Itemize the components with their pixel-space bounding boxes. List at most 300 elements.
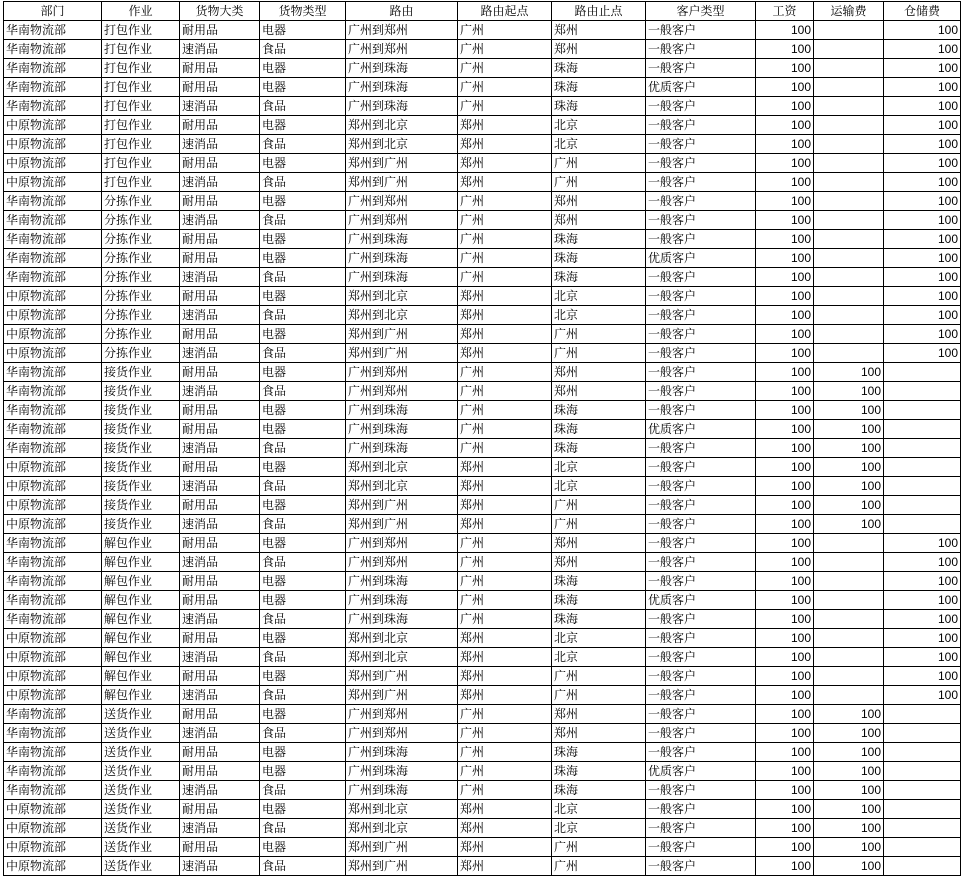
column-header-from[interactable]: 路由起点 <box>458 2 552 21</box>
cell-wage[interactable]: 100 <box>756 420 814 439</box>
cell-freight[interactable] <box>814 686 884 705</box>
cell-store[interactable] <box>884 382 961 401</box>
cell-wage[interactable]: 100 <box>756 667 814 686</box>
cell-type[interactable]: 食品 <box>260 781 346 800</box>
cell-from[interactable]: 广州 <box>458 762 552 781</box>
cell-type[interactable]: 食品 <box>260 173 346 192</box>
cell-from[interactable]: 郑州 <box>458 458 552 477</box>
cell-from[interactable]: 郑州 <box>458 667 552 686</box>
cell-cust[interactable]: 一般客户 <box>646 800 756 819</box>
cell-store[interactable]: 100 <box>884 553 961 572</box>
cell-cat[interactable]: 速消品 <box>180 515 260 534</box>
cell-type[interactable]: 电器 <box>260 249 346 268</box>
cell-type[interactable]: 电器 <box>260 420 346 439</box>
cell-from[interactable]: 广州 <box>458 610 552 629</box>
cell-store[interactable]: 100 <box>884 610 961 629</box>
cell-type[interactable]: 食品 <box>260 135 346 154</box>
cell-freight[interactable] <box>814 268 884 287</box>
cell-dept[interactable]: 中原物流部 <box>4 458 102 477</box>
cell-op[interactable]: 分拣作业 <box>102 325 180 344</box>
cell-freight[interactable] <box>814 211 884 230</box>
cell-cat[interactable]: 耐用品 <box>180 363 260 382</box>
cell-freight[interactable] <box>814 325 884 344</box>
cell-to[interactable]: 郑州 <box>552 211 646 230</box>
cell-store[interactable]: 100 <box>884 648 961 667</box>
cell-from[interactable]: 广州 <box>458 781 552 800</box>
cell-store[interactable] <box>884 743 961 762</box>
cell-cust[interactable]: 一般客户 <box>646 230 756 249</box>
cell-dept[interactable]: 中原物流部 <box>4 135 102 154</box>
cell-op[interactable]: 送货作业 <box>102 857 180 876</box>
cell-from[interactable]: 郑州 <box>458 306 552 325</box>
cell-wage[interactable]: 100 <box>756 401 814 420</box>
cell-type[interactable]: 电器 <box>260 192 346 211</box>
cell-freight[interactable] <box>814 534 884 553</box>
cell-dept[interactable]: 华南物流部 <box>4 572 102 591</box>
column-header-op[interactable]: 作业 <box>102 2 180 21</box>
cell-dept[interactable]: 华南物流部 <box>4 382 102 401</box>
cell-cat[interactable]: 速消品 <box>180 173 260 192</box>
cell-wage[interactable]: 100 <box>756 743 814 762</box>
cell-cust[interactable]: 一般客户 <box>646 192 756 211</box>
cell-to[interactable]: 广州 <box>552 344 646 363</box>
cell-op[interactable]: 打包作业 <box>102 116 180 135</box>
cell-freight[interactable] <box>814 59 884 78</box>
cell-cat[interactable]: 速消品 <box>180 477 260 496</box>
cell-store[interactable]: 100 <box>884 116 961 135</box>
cell-op[interactable]: 接货作业 <box>102 477 180 496</box>
cell-type[interactable]: 电器 <box>260 591 346 610</box>
cell-store[interactable]: 100 <box>884 534 961 553</box>
cell-cat[interactable]: 速消品 <box>180 553 260 572</box>
cell-cust[interactable]: 一般客户 <box>646 268 756 287</box>
cell-freight[interactable] <box>814 553 884 572</box>
cell-from[interactable]: 郑州 <box>458 686 552 705</box>
column-header-cust[interactable]: 客户类型 <box>646 2 756 21</box>
cell-type[interactable]: 电器 <box>260 363 346 382</box>
cell-cat[interactable]: 速消品 <box>180 686 260 705</box>
cell-op[interactable]: 打包作业 <box>102 97 180 116</box>
cell-wage[interactable]: 100 <box>756 553 814 572</box>
cell-cust[interactable]: 优质客户 <box>646 591 756 610</box>
cell-freight[interactable]: 100 <box>814 800 884 819</box>
cell-route[interactable]: 郑州到北京 <box>346 458 458 477</box>
cell-from[interactable]: 郑州 <box>458 648 552 667</box>
cell-type[interactable]: 食品 <box>260 382 346 401</box>
cell-cat[interactable]: 耐用品 <box>180 667 260 686</box>
cell-cust[interactable]: 一般客户 <box>646 610 756 629</box>
cell-store[interactable]: 100 <box>884 40 961 59</box>
cell-to[interactable]: 北京 <box>552 648 646 667</box>
cell-route[interactable]: 郑州到广州 <box>346 154 458 173</box>
cell-wage[interactable]: 100 <box>756 268 814 287</box>
cell-op[interactable]: 接货作业 <box>102 496 180 515</box>
cell-dept[interactable]: 中原物流部 <box>4 838 102 857</box>
cell-cust[interactable]: 一般客户 <box>646 363 756 382</box>
cell-wage[interactable]: 100 <box>756 59 814 78</box>
cell-route[interactable]: 郑州到广州 <box>346 515 458 534</box>
cell-route[interactable]: 广州到郑州 <box>346 192 458 211</box>
cell-store[interactable]: 100 <box>884 249 961 268</box>
cell-from[interactable]: 广州 <box>458 40 552 59</box>
cell-from[interactable]: 郑州 <box>458 287 552 306</box>
cell-route[interactable]: 郑州到北京 <box>346 135 458 154</box>
cell-wage[interactable]: 100 <box>756 249 814 268</box>
cell-from[interactable]: 郑州 <box>458 515 552 534</box>
cell-cat[interactable]: 耐用品 <box>180 287 260 306</box>
cell-cust[interactable]: 一般客户 <box>646 21 756 40</box>
cell-dept[interactable]: 华南物流部 <box>4 762 102 781</box>
cell-route[interactable]: 广州到郑州 <box>346 211 458 230</box>
cell-from[interactable]: 广州 <box>458 572 552 591</box>
cell-dept[interactable]: 华南物流部 <box>4 439 102 458</box>
cell-store[interactable] <box>884 477 961 496</box>
cell-dept[interactable]: 华南物流部 <box>4 268 102 287</box>
cell-wage[interactable]: 100 <box>756 648 814 667</box>
cell-cust[interactable]: 一般客户 <box>646 534 756 553</box>
cell-wage[interactable]: 100 <box>756 287 814 306</box>
cell-cat[interactable]: 速消品 <box>180 781 260 800</box>
cell-wage[interactable]: 100 <box>756 306 814 325</box>
cell-route[interactable]: 郑州到广州 <box>346 667 458 686</box>
cell-wage[interactable]: 100 <box>756 705 814 724</box>
cell-dept[interactable]: 华南物流部 <box>4 230 102 249</box>
cell-cust[interactable]: 一般客户 <box>646 135 756 154</box>
cell-from[interactable]: 郑州 <box>458 800 552 819</box>
cell-freight[interactable] <box>814 610 884 629</box>
cell-dept[interactable]: 中原物流部 <box>4 477 102 496</box>
cell-to[interactable]: 北京 <box>552 477 646 496</box>
column-header-type[interactable]: 货物类型 <box>260 2 346 21</box>
cell-op[interactable]: 分拣作业 <box>102 344 180 363</box>
cell-type[interactable]: 食品 <box>260 268 346 287</box>
cell-store[interactable] <box>884 838 961 857</box>
cell-op[interactable]: 接货作业 <box>102 382 180 401</box>
cell-cust[interactable]: 一般客户 <box>646 648 756 667</box>
cell-freight[interactable]: 100 <box>814 857 884 876</box>
cell-cust[interactable]: 一般客户 <box>646 724 756 743</box>
cell-to[interactable]: 广州 <box>552 838 646 857</box>
column-header-dept[interactable]: 部门 <box>4 2 102 21</box>
cell-cust[interactable]: 一般客户 <box>646 857 756 876</box>
cell-dept[interactable]: 华南物流部 <box>4 610 102 629</box>
cell-to[interactable]: 珠海 <box>552 762 646 781</box>
cell-cust[interactable]: 一般客户 <box>646 515 756 534</box>
cell-wage[interactable]: 100 <box>756 78 814 97</box>
cell-from[interactable]: 郑州 <box>458 838 552 857</box>
cell-to[interactable]: 珠海 <box>552 78 646 97</box>
cell-type[interactable]: 食品 <box>260 97 346 116</box>
cell-to[interactable]: 郑州 <box>552 724 646 743</box>
cell-cat[interactable]: 耐用品 <box>180 572 260 591</box>
cell-wage[interactable]: 100 <box>756 40 814 59</box>
cell-op[interactable]: 解包作业 <box>102 534 180 553</box>
cell-type[interactable]: 电器 <box>260 401 346 420</box>
cell-op[interactable]: 接货作业 <box>102 363 180 382</box>
cell-type[interactable]: 食品 <box>260 40 346 59</box>
column-header-to[interactable]: 路由止点 <box>552 2 646 21</box>
cell-dept[interactable]: 华南物流部 <box>4 40 102 59</box>
cell-op[interactable]: 分拣作业 <box>102 306 180 325</box>
cell-op[interactable]: 送货作业 <box>102 705 180 724</box>
cell-wage[interactable]: 100 <box>756 325 814 344</box>
cell-route[interactable]: 郑州到北京 <box>346 477 458 496</box>
cell-op[interactable]: 打包作业 <box>102 135 180 154</box>
cell-cat[interactable]: 速消品 <box>180 648 260 667</box>
cell-to[interactable]: 广州 <box>552 173 646 192</box>
cell-op[interactable]: 接货作业 <box>102 401 180 420</box>
cell-to[interactable]: 珠海 <box>552 59 646 78</box>
cell-op[interactable]: 分拣作业 <box>102 268 180 287</box>
cell-op[interactable]: 分拣作业 <box>102 230 180 249</box>
cell-type[interactable]: 电器 <box>260 154 346 173</box>
cell-dept[interactable]: 中原物流部 <box>4 515 102 534</box>
cell-to[interactable]: 珠海 <box>552 230 646 249</box>
cell-cat[interactable]: 耐用品 <box>180 21 260 40</box>
cell-freight[interactable] <box>814 230 884 249</box>
cell-from[interactable]: 广州 <box>458 382 552 401</box>
cell-from[interactable]: 广州 <box>458 534 552 553</box>
cell-from[interactable]: 郑州 <box>458 819 552 838</box>
cell-op[interactable]: 解包作业 <box>102 629 180 648</box>
cell-route[interactable]: 广州到珠海 <box>346 743 458 762</box>
cell-from[interactable]: 广州 <box>458 705 552 724</box>
cell-from[interactable]: 郑州 <box>458 135 552 154</box>
cell-type[interactable]: 食品 <box>260 610 346 629</box>
cell-op[interactable]: 打包作业 <box>102 21 180 40</box>
cell-op[interactable]: 接货作业 <box>102 439 180 458</box>
cell-wage[interactable]: 100 <box>756 211 814 230</box>
cell-freight[interactable]: 100 <box>814 458 884 477</box>
cell-cat[interactable]: 耐用品 <box>180 116 260 135</box>
cell-from[interactable]: 广州 <box>458 591 552 610</box>
cell-cust[interactable]: 优质客户 <box>646 78 756 97</box>
cell-route[interactable]: 郑州到广州 <box>346 686 458 705</box>
cell-cust[interactable]: 一般客户 <box>646 116 756 135</box>
cell-freight[interactable]: 100 <box>814 420 884 439</box>
cell-op[interactable]: 送货作业 <box>102 838 180 857</box>
cell-type[interactable]: 食品 <box>260 686 346 705</box>
cell-to[interactable]: 珠海 <box>552 743 646 762</box>
cell-cat[interactable]: 耐用品 <box>180 401 260 420</box>
cell-to[interactable]: 郑州 <box>552 534 646 553</box>
cell-to[interactable]: 北京 <box>552 629 646 648</box>
cell-to[interactable]: 北京 <box>552 135 646 154</box>
cell-from[interactable]: 广州 <box>458 97 552 116</box>
cell-to[interactable]: 北京 <box>552 800 646 819</box>
cell-freight[interactable]: 100 <box>814 819 884 838</box>
cell-freight[interactable]: 100 <box>814 439 884 458</box>
cell-wage[interactable]: 100 <box>756 363 814 382</box>
cell-route[interactable]: 郑州到北京 <box>346 287 458 306</box>
cell-dept[interactable]: 华南物流部 <box>4 724 102 743</box>
cell-op[interactable]: 接货作业 <box>102 420 180 439</box>
cell-op[interactable]: 解包作业 <box>102 648 180 667</box>
cell-to[interactable]: 郑州 <box>552 363 646 382</box>
cell-wage[interactable]: 100 <box>756 591 814 610</box>
cell-to[interactable]: 郑州 <box>552 21 646 40</box>
cell-store[interactable]: 100 <box>884 572 961 591</box>
cell-route[interactable]: 广州到珠海 <box>346 591 458 610</box>
cell-cust[interactable]: 一般客户 <box>646 344 756 363</box>
cell-freight[interactable]: 100 <box>814 363 884 382</box>
cell-type[interactable]: 电器 <box>260 762 346 781</box>
cell-from[interactable]: 广州 <box>458 743 552 762</box>
cell-cat[interactable]: 速消品 <box>180 211 260 230</box>
cell-type[interactable]: 电器 <box>260 534 346 553</box>
cell-cust[interactable]: 一般客户 <box>646 496 756 515</box>
column-header-wage[interactable]: 工资 <box>756 2 814 21</box>
cell-store[interactable]: 100 <box>884 211 961 230</box>
cell-from[interactable]: 郑州 <box>458 116 552 135</box>
cell-from[interactable]: 郑州 <box>458 344 552 363</box>
cell-route[interactable]: 郑州到北京 <box>346 648 458 667</box>
cell-wage[interactable]: 100 <box>756 116 814 135</box>
cell-freight[interactable] <box>814 192 884 211</box>
cell-cat[interactable]: 耐用品 <box>180 629 260 648</box>
cell-from[interactable]: 广州 <box>458 268 552 287</box>
cell-wage[interactable]: 100 <box>756 610 814 629</box>
cell-op[interactable]: 送货作业 <box>102 762 180 781</box>
cell-wage[interactable]: 100 <box>756 97 814 116</box>
cell-dept[interactable]: 华南物流部 <box>4 591 102 610</box>
cell-dept[interactable]: 中原物流部 <box>4 629 102 648</box>
cell-op[interactable]: 解包作业 <box>102 591 180 610</box>
column-header-cat[interactable]: 货物大类 <box>180 2 260 21</box>
cell-store[interactable]: 100 <box>884 230 961 249</box>
cell-cust[interactable]: 一般客户 <box>646 477 756 496</box>
cell-op[interactable]: 解包作业 <box>102 667 180 686</box>
cell-type[interactable]: 电器 <box>260 667 346 686</box>
cell-route[interactable]: 广州到珠海 <box>346 610 458 629</box>
cell-route[interactable]: 郑州到广州 <box>346 857 458 876</box>
cell-cust[interactable]: 一般客户 <box>646 667 756 686</box>
cell-dept[interactable]: 华南物流部 <box>4 553 102 572</box>
cell-store[interactable]: 100 <box>884 135 961 154</box>
cell-cat[interactable]: 耐用品 <box>180 591 260 610</box>
cell-route[interactable]: 郑州到广州 <box>346 325 458 344</box>
cell-store[interactable] <box>884 401 961 420</box>
cell-from[interactable]: 广州 <box>458 553 552 572</box>
cell-wage[interactable]: 100 <box>756 781 814 800</box>
cell-type[interactable]: 食品 <box>260 515 346 534</box>
cell-dept[interactable]: 中原物流部 <box>4 306 102 325</box>
cell-cat[interactable]: 耐用品 <box>180 762 260 781</box>
cell-to[interactable]: 珠海 <box>552 781 646 800</box>
cell-wage[interactable]: 100 <box>756 382 814 401</box>
cell-from[interactable]: 广州 <box>458 192 552 211</box>
cell-store[interactable]: 100 <box>884 287 961 306</box>
cell-freight[interactable]: 100 <box>814 781 884 800</box>
cell-route[interactable]: 广州到珠海 <box>346 439 458 458</box>
cell-store[interactable] <box>884 420 961 439</box>
cell-from[interactable]: 郑州 <box>458 154 552 173</box>
cell-store[interactable]: 100 <box>884 268 961 287</box>
cell-type[interactable]: 食品 <box>260 306 346 325</box>
cell-cat[interactable]: 速消品 <box>180 610 260 629</box>
cell-from[interactable]: 郑州 <box>458 477 552 496</box>
cell-to[interactable]: 广州 <box>552 325 646 344</box>
cell-from[interactable]: 广州 <box>458 211 552 230</box>
cell-type[interactable]: 电器 <box>260 838 346 857</box>
cell-cat[interactable]: 耐用品 <box>180 154 260 173</box>
cell-wage[interactable]: 100 <box>756 762 814 781</box>
cell-freight[interactable] <box>814 629 884 648</box>
cell-to[interactable]: 北京 <box>552 458 646 477</box>
cell-type[interactable]: 电器 <box>260 78 346 97</box>
cell-cust[interactable]: 优质客户 <box>646 249 756 268</box>
cell-to[interactable]: 广州 <box>552 496 646 515</box>
cell-freight[interactable] <box>814 344 884 363</box>
cell-dept[interactable]: 华南物流部 <box>4 420 102 439</box>
cell-from[interactable]: 广州 <box>458 439 552 458</box>
cell-cat[interactable]: 速消品 <box>180 40 260 59</box>
cell-cust[interactable]: 一般客户 <box>646 154 756 173</box>
cell-cust[interactable]: 一般客户 <box>646 458 756 477</box>
cell-store[interactable] <box>884 515 961 534</box>
cell-op[interactable]: 解包作业 <box>102 686 180 705</box>
cell-type[interactable]: 电器 <box>260 800 346 819</box>
cell-op[interactable]: 打包作业 <box>102 78 180 97</box>
cell-to[interactable]: 珠海 <box>552 439 646 458</box>
cell-store[interactable]: 100 <box>884 591 961 610</box>
cell-cat[interactable]: 耐用品 <box>180 325 260 344</box>
cell-freight[interactable]: 100 <box>814 382 884 401</box>
cell-from[interactable]: 郑州 <box>458 496 552 515</box>
cell-type[interactable]: 食品 <box>260 553 346 572</box>
cell-type[interactable]: 食品 <box>260 857 346 876</box>
cell-dept[interactable]: 华南物流部 <box>4 705 102 724</box>
cell-freight[interactable] <box>814 306 884 325</box>
cell-from[interactable]: 郑州 <box>458 325 552 344</box>
cell-route[interactable]: 郑州到广州 <box>346 496 458 515</box>
cell-cat[interactable]: 速消品 <box>180 268 260 287</box>
cell-to[interactable]: 广州 <box>552 857 646 876</box>
cell-type[interactable]: 食品 <box>260 211 346 230</box>
cell-route[interactable]: 广州到郑州 <box>346 21 458 40</box>
cell-type[interactable]: 电器 <box>260 21 346 40</box>
cell-type[interactable]: 电器 <box>260 458 346 477</box>
cell-cust[interactable]: 一般客户 <box>646 629 756 648</box>
cell-to[interactable]: 北京 <box>552 819 646 838</box>
cell-dept[interactable]: 中原物流部 <box>4 667 102 686</box>
cell-cust[interactable]: 一般客户 <box>646 838 756 857</box>
cell-route[interactable]: 广州到珠海 <box>346 572 458 591</box>
cell-cat[interactable]: 耐用品 <box>180 743 260 762</box>
cell-store[interactable]: 100 <box>884 686 961 705</box>
cell-route[interactable]: 郑州到北京 <box>346 629 458 648</box>
cell-from[interactable]: 广州 <box>458 724 552 743</box>
cell-cat[interactable]: 速消品 <box>180 439 260 458</box>
cell-dept[interactable]: 中原物流部 <box>4 857 102 876</box>
cell-freight[interactable]: 100 <box>814 743 884 762</box>
cell-route[interactable]: 广州到珠海 <box>346 401 458 420</box>
cell-op[interactable]: 打包作业 <box>102 154 180 173</box>
cell-freight[interactable] <box>814 249 884 268</box>
cell-cat[interactable]: 速消品 <box>180 724 260 743</box>
column-header-store[interactable]: 仓储费 <box>884 2 961 21</box>
cell-dept[interactable]: 中原物流部 <box>4 116 102 135</box>
cell-cat[interactable]: 速消品 <box>180 857 260 876</box>
cell-cust[interactable]: 一般客户 <box>646 211 756 230</box>
cell-to[interactable]: 北京 <box>552 287 646 306</box>
cell-freight[interactable]: 100 <box>814 705 884 724</box>
cell-freight[interactable] <box>814 116 884 135</box>
cell-freight[interactable]: 100 <box>814 515 884 534</box>
cell-op[interactable]: 送货作业 <box>102 800 180 819</box>
cell-wage[interactable]: 100 <box>756 477 814 496</box>
cell-store[interactable] <box>884 458 961 477</box>
